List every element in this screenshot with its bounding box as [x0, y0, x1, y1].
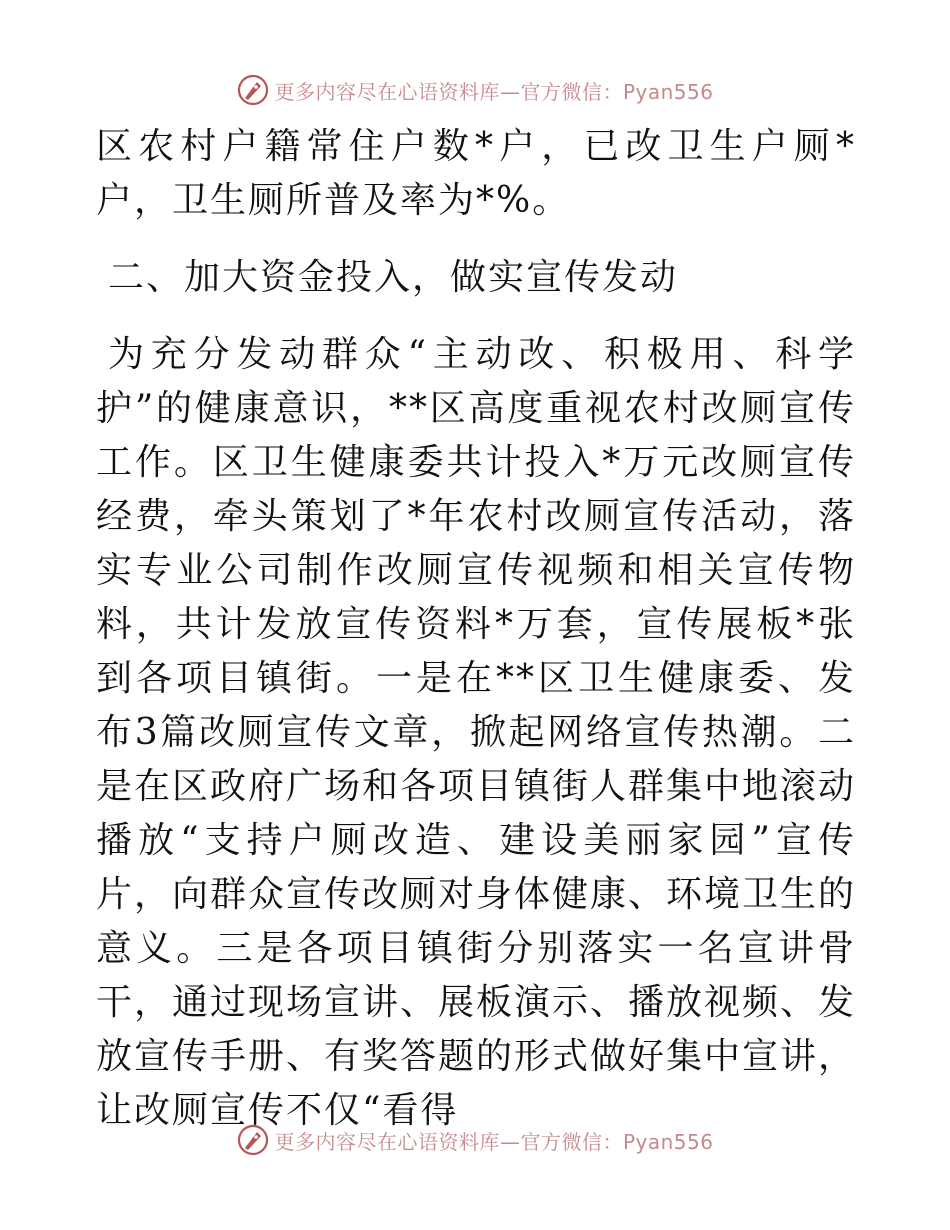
watermark-text: 更多内容尽在心语资料库—官方微信：Pyan556	[274, 1129, 714, 1154]
pen-nib-logo-icon	[236, 1123, 270, 1157]
pen-nib-logo-icon	[236, 73, 270, 107]
watermark-text: 更多内容尽在心语资料库—官方微信：Pyan556	[274, 79, 714, 104]
paragraph-body: 为充分发动群众“主动改、积极用、科学护”的健康意识，**区高度重视农村改厕宣传工作。区卫生健康委共计投入*万元改厕宣传经费，牵头策划了*年农村改厕宣传活动，落实专业公司制作改厕宣传视频和相关宣传物料，共计发放宣传资料*万套，宣传展板*张到各项目镇街。一是在**区卫生健康委、发布3篇改厕宣传文章，掀起网络宣传热潮。二是在区政府广场和各项目镇街人群集中地滚动播放“支持户厕改造、建设美丽家园”宣传片，向群众宣传改厕对身体健康、环境卫生的意义。三是各项目镇街分别落实一名宣讲骨干，通过现场宣讲、展板演示、播放视频、发放宣传手册、有奖答题的形式做好集中宣讲，让改厕宣传不仅“看得	[96, 334, 857, 1131]
paragraph-continuation: 区农村户籍常住户数*户，已改卫生户厕*户，卫生厕所普及率为*%。	[96, 126, 856, 221]
section-heading: 二、加大资金投入，做实宣传发动	[108, 257, 679, 298]
footer-watermark-banner	[0, 1120, 950, 1160]
document-body	[96, 120, 856, 1138]
header-watermark-banner	[0, 70, 950, 110]
